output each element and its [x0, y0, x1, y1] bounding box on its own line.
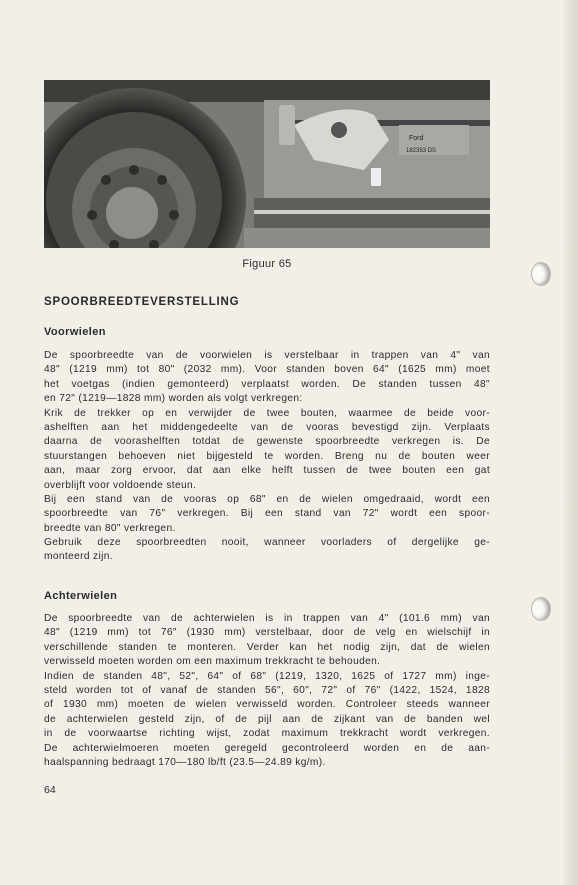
photo-label-serial: 182353 DS	[406, 148, 437, 154]
text-line: Bij een stand van de vooras op 68" en de wielen omgedraaid, wordt een	[44, 493, 490, 505]
figure-photo	[44, 80, 490, 248]
text-line: de achterwielen gesteld zijn, of de pijl aan de zijkant van de banden wel	[44, 713, 490, 725]
photo-label-ford: Ford	[409, 135, 424, 142]
text-line: spoorbreedte van 76" verkregen. Bij een stand van 72" wordt een spoor-	[44, 508, 490, 520]
voorwielen-text	[44, 349, 490, 565]
text-line: De spoorbreedte van de achterwielen is in trappen van 4" (101.6 mm) van	[44, 613, 490, 624]
page-edge	[564, 0, 578, 885]
text-line: en 72" (1219—1828 mm) worden als volgt verkregen:	[44, 393, 303, 405]
section-title: SPOORBREEDTEVERSTELLING	[44, 296, 240, 308]
tractor-wheel-photo	[44, 80, 490, 248]
text-line: 48" (1219 mm) tot 76" (1930 mm) verstelbaar, door de velg en wielschijf in	[44, 627, 490, 639]
text-line: De spoorbreedte van de voorwielen is verstelbaar in trappen van 4" van	[44, 350, 490, 361]
punch-hole-bottom	[532, 598, 550, 620]
figure-caption: Figuur 65	[242, 258, 292, 270]
text-line: steld worden tot of vanaf de standen 56", 60", 72" of 76" (1422, 1524, 1828	[44, 684, 490, 696]
achterwielen-text	[44, 612, 490, 770]
text-line: daarna de voorashelften totdat de gewenste spoorbreedte verkregen is. De	[44, 436, 490, 448]
text-line: verwisseld moeten worden om een maximum trekkracht te behouden.	[44, 656, 381, 668]
text-line: 48" (1219 mm) tot 80" (2032 mm). Voor standen boven 64" (1625 mm) moet	[44, 364, 490, 376]
text-line: overblijft voor voldoende steun.	[44, 479, 197, 491]
text-line: Gebruik deze spoorbreedten nooit, wanneer voorladers of dergelijke ge-	[44, 537, 490, 549]
text-line: ashelften aan het middengedeelte van de vooras bevestigd zijn. Verplaats	[44, 421, 490, 433]
text-line: aan, maar zorg ervoor, dat aan elke helft tussen de twee bouten een gat	[44, 465, 490, 477]
achterwielen-heading: Achterwielen	[44, 590, 118, 602]
text-line: Krik de trekker op en verwijder de twee bouten, waarmee de beide voor-	[44, 407, 490, 419]
voorwielen-heading: Voorwielen	[44, 326, 106, 338]
text-line: stuurstangen behoeven niet bijgesteld te worden. Breng nu de bouten weer	[44, 450, 490, 462]
punch-hole-top	[532, 263, 550, 285]
text-line: De achterwielmoeren moeten geregeld gecontroleerd worden en de aan-	[44, 742, 490, 754]
text-line: Indien de standen 48", 52", 64" of 68" (1219, 1320, 1625 of 1727 mm) inge-	[44, 670, 490, 682]
text-line: haalspanning bedraagt 170—180 lb/ft (23.5—24.89 kg/m).	[44, 756, 326, 768]
text-line: in de voorwaartse richting wijst, zodat maximum trekkracht wordt verkregen.	[44, 728, 490, 740]
text-line: of 1930 mm) moeten de wielen verwisseld worden. Controleer steeds wanneer	[44, 699, 490, 711]
text-line: verschillende standen te monteren. Verder kan het nodig zijn, dat de wielen	[44, 641, 490, 653]
page-number: 64	[44, 784, 56, 796]
text-line: breedte van 80" verkregen.	[44, 522, 176, 534]
text-line: het voetgas (indien gemonteerd) verplaatst worden. De standen tussen 48"	[44, 378, 490, 390]
text-line: monteerd zijn.	[44, 551, 113, 563]
